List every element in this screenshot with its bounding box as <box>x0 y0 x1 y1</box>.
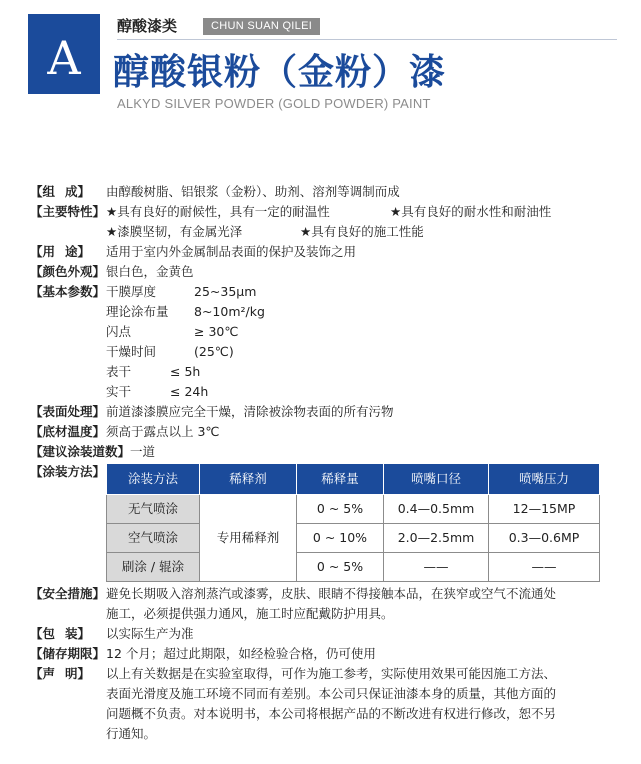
table-header: 喷嘴压力 <box>489 464 600 495</box>
usage-row <box>30 242 620 262</box>
coats-label: 【建议涂装道数】 <box>30 444 131 459</box>
feature-item: ★具有良好的施工性能 <box>300 224 424 239</box>
feature-item: ★漆膜坚韧，有金属光泽 <box>106 224 243 239</box>
nozzle-cell: —— <box>384 553 489 582</box>
table-row <box>107 553 600 582</box>
composition-value: 由醇酸树脂、铝银浆（金粉）、助剂、溶剂等调制而成 <box>106 184 400 199</box>
pressure-cell: 0.3—0.6MP <box>489 524 600 553</box>
category-pinyin-tag: CHUN SUAN QILEI <box>203 18 320 35</box>
param-value: ≥ 30℃ <box>194 324 239 339</box>
appearance-value: 银白色，金黄色 <box>106 264 194 279</box>
appearance-row <box>30 262 620 282</box>
storage-value: 12 个月；超过此期限，如经检验合格，仍可使用 <box>106 646 376 661</box>
param-row <box>30 322 620 342</box>
statement-row <box>30 664 620 684</box>
param-key: 闪点 <box>106 324 132 339</box>
amount-cell: 0 ~ 5% <box>297 495 384 524</box>
features-row <box>30 202 620 222</box>
amount-cell: 0 ~ 10% <box>297 524 384 553</box>
safety-value-cont: 施工，必须提供强力通风，施工时应配戴防护用具。 <box>106 606 394 621</box>
spec-body <box>30 182 620 744</box>
param-value: (25℃) <box>194 344 234 359</box>
packaging-row <box>30 624 620 644</box>
packaging-value: 以实际生产为准 <box>106 626 194 641</box>
surface-value: 前道漆漆膜应完全干燥，清除被涂物表面的所有污物 <box>106 404 394 419</box>
storage-label: 【储存期限】 <box>30 646 106 661</box>
param-key: 干燥时间 <box>106 344 157 359</box>
table-header: 稀释剂 <box>200 464 297 495</box>
nozzle-cell: 2.0—2.5mm <box>384 524 489 553</box>
param-value: 8~10m²/kg <box>194 304 265 319</box>
coats-row <box>30 442 620 462</box>
param-row <box>30 382 620 402</box>
header-divider <box>117 39 617 40</box>
thinner-cell: 专用稀释剂 <box>200 495 297 582</box>
packaging-label: 【包 装】 <box>30 626 90 641</box>
category-title: 醇酸漆类 <box>117 17 178 35</box>
param-value: ≤ 24h <box>170 384 209 399</box>
method-cell: 空气喷涂 <box>107 524 200 553</box>
statement-value: 以上有关数据是在实验室取得，可作为施工参考，实际使用效果可能因施工方法、 <box>106 666 557 681</box>
appearance-label: 【颜色外观】 <box>30 264 106 279</box>
surface-label: 【表面处理】 <box>30 404 106 419</box>
param-key: 实干 <box>106 384 132 399</box>
param-row <box>30 342 620 362</box>
param-value: 25~35μm <box>194 284 257 299</box>
table-header: 涂装方法 <box>107 464 200 495</box>
table-header: 稀释量 <box>297 464 384 495</box>
method-cell: 无气喷涂 <box>107 495 200 524</box>
substrate-temp-value: 须高于露点以上 3℃ <box>106 424 220 439</box>
composition-label: 【组 成】 <box>30 184 90 199</box>
composition-row <box>30 182 620 202</box>
feature-item: ★具有良好的耐候性，具有一定的耐温性 <box>106 204 330 219</box>
substrate-temp-label: 【底材温度】 <box>30 424 106 439</box>
pressure-cell: —— <box>489 553 600 582</box>
coats-value: 一道 <box>130 444 156 459</box>
statement-value-cont: 表面光滑度及施工环境不同而有差别。本公司只保证油漆本身的质量，其他方面的 <box>106 686 557 701</box>
table-header: 喷嘴口径 <box>384 464 489 495</box>
safety-value: 避免长期吸入溶剂蒸汽或漆雾，皮肤、眼睛不得接触本品，在狭窄或空气不流通处 <box>106 586 557 601</box>
param-key: 干膜厚度 <box>106 284 157 299</box>
table-header-row <box>107 464 600 495</box>
statement-value-cont: 行通知。 <box>106 726 157 741</box>
pressure-cell: 12—15MP <box>489 495 600 524</box>
category-logo: A <box>28 14 100 94</box>
amount-cell: 0 ~ 5% <box>297 553 384 582</box>
param-key: 表干 <box>106 364 132 379</box>
application-table <box>106 463 600 582</box>
product-title: 醇酸银粉（金粉）漆 <box>113 52 447 93</box>
param-key: 理论涂布量 <box>106 304 169 319</box>
param-row <box>30 302 620 322</box>
features-row-2 <box>30 222 620 242</box>
feature-item: ★具有良好的耐水性和耐油性 <box>390 204 552 219</box>
method-cell: 刷涂 / 辊涂 <box>107 553 200 582</box>
safety-row <box>30 584 620 604</box>
safety-label: 【安全措施】 <box>30 586 106 601</box>
application-row <box>30 462 620 582</box>
substrate-temp-row <box>30 422 620 442</box>
storage-row <box>30 644 620 664</box>
features-label: 【主要特性】 <box>30 204 106 219</box>
statement-label: 【声 明】 <box>30 666 90 681</box>
statement-value-cont: 问题概不负责。对本说明书，本公司将根据产品的不断改进有权进行修改，恕不另 <box>106 706 557 721</box>
table-row <box>107 524 600 553</box>
nozzle-cell: 0.4—0.5mm <box>384 495 489 524</box>
param-row <box>30 362 620 382</box>
usage-label: 【用 途】 <box>30 244 90 259</box>
surface-row <box>30 402 620 422</box>
params-label: 【基本参数】 <box>30 284 106 299</box>
product-subtitle: ALKYD SILVER POWDER (GOLD POWDER) PAINT <box>117 96 431 111</box>
table-row <box>107 495 600 524</box>
param-value: ≤ 5h <box>170 364 201 379</box>
application-label: 【涂装方法】 <box>30 464 106 479</box>
params-row <box>30 282 620 302</box>
usage-value: 适用于室内外金属制品表面的保护及装饰之用 <box>106 244 357 259</box>
